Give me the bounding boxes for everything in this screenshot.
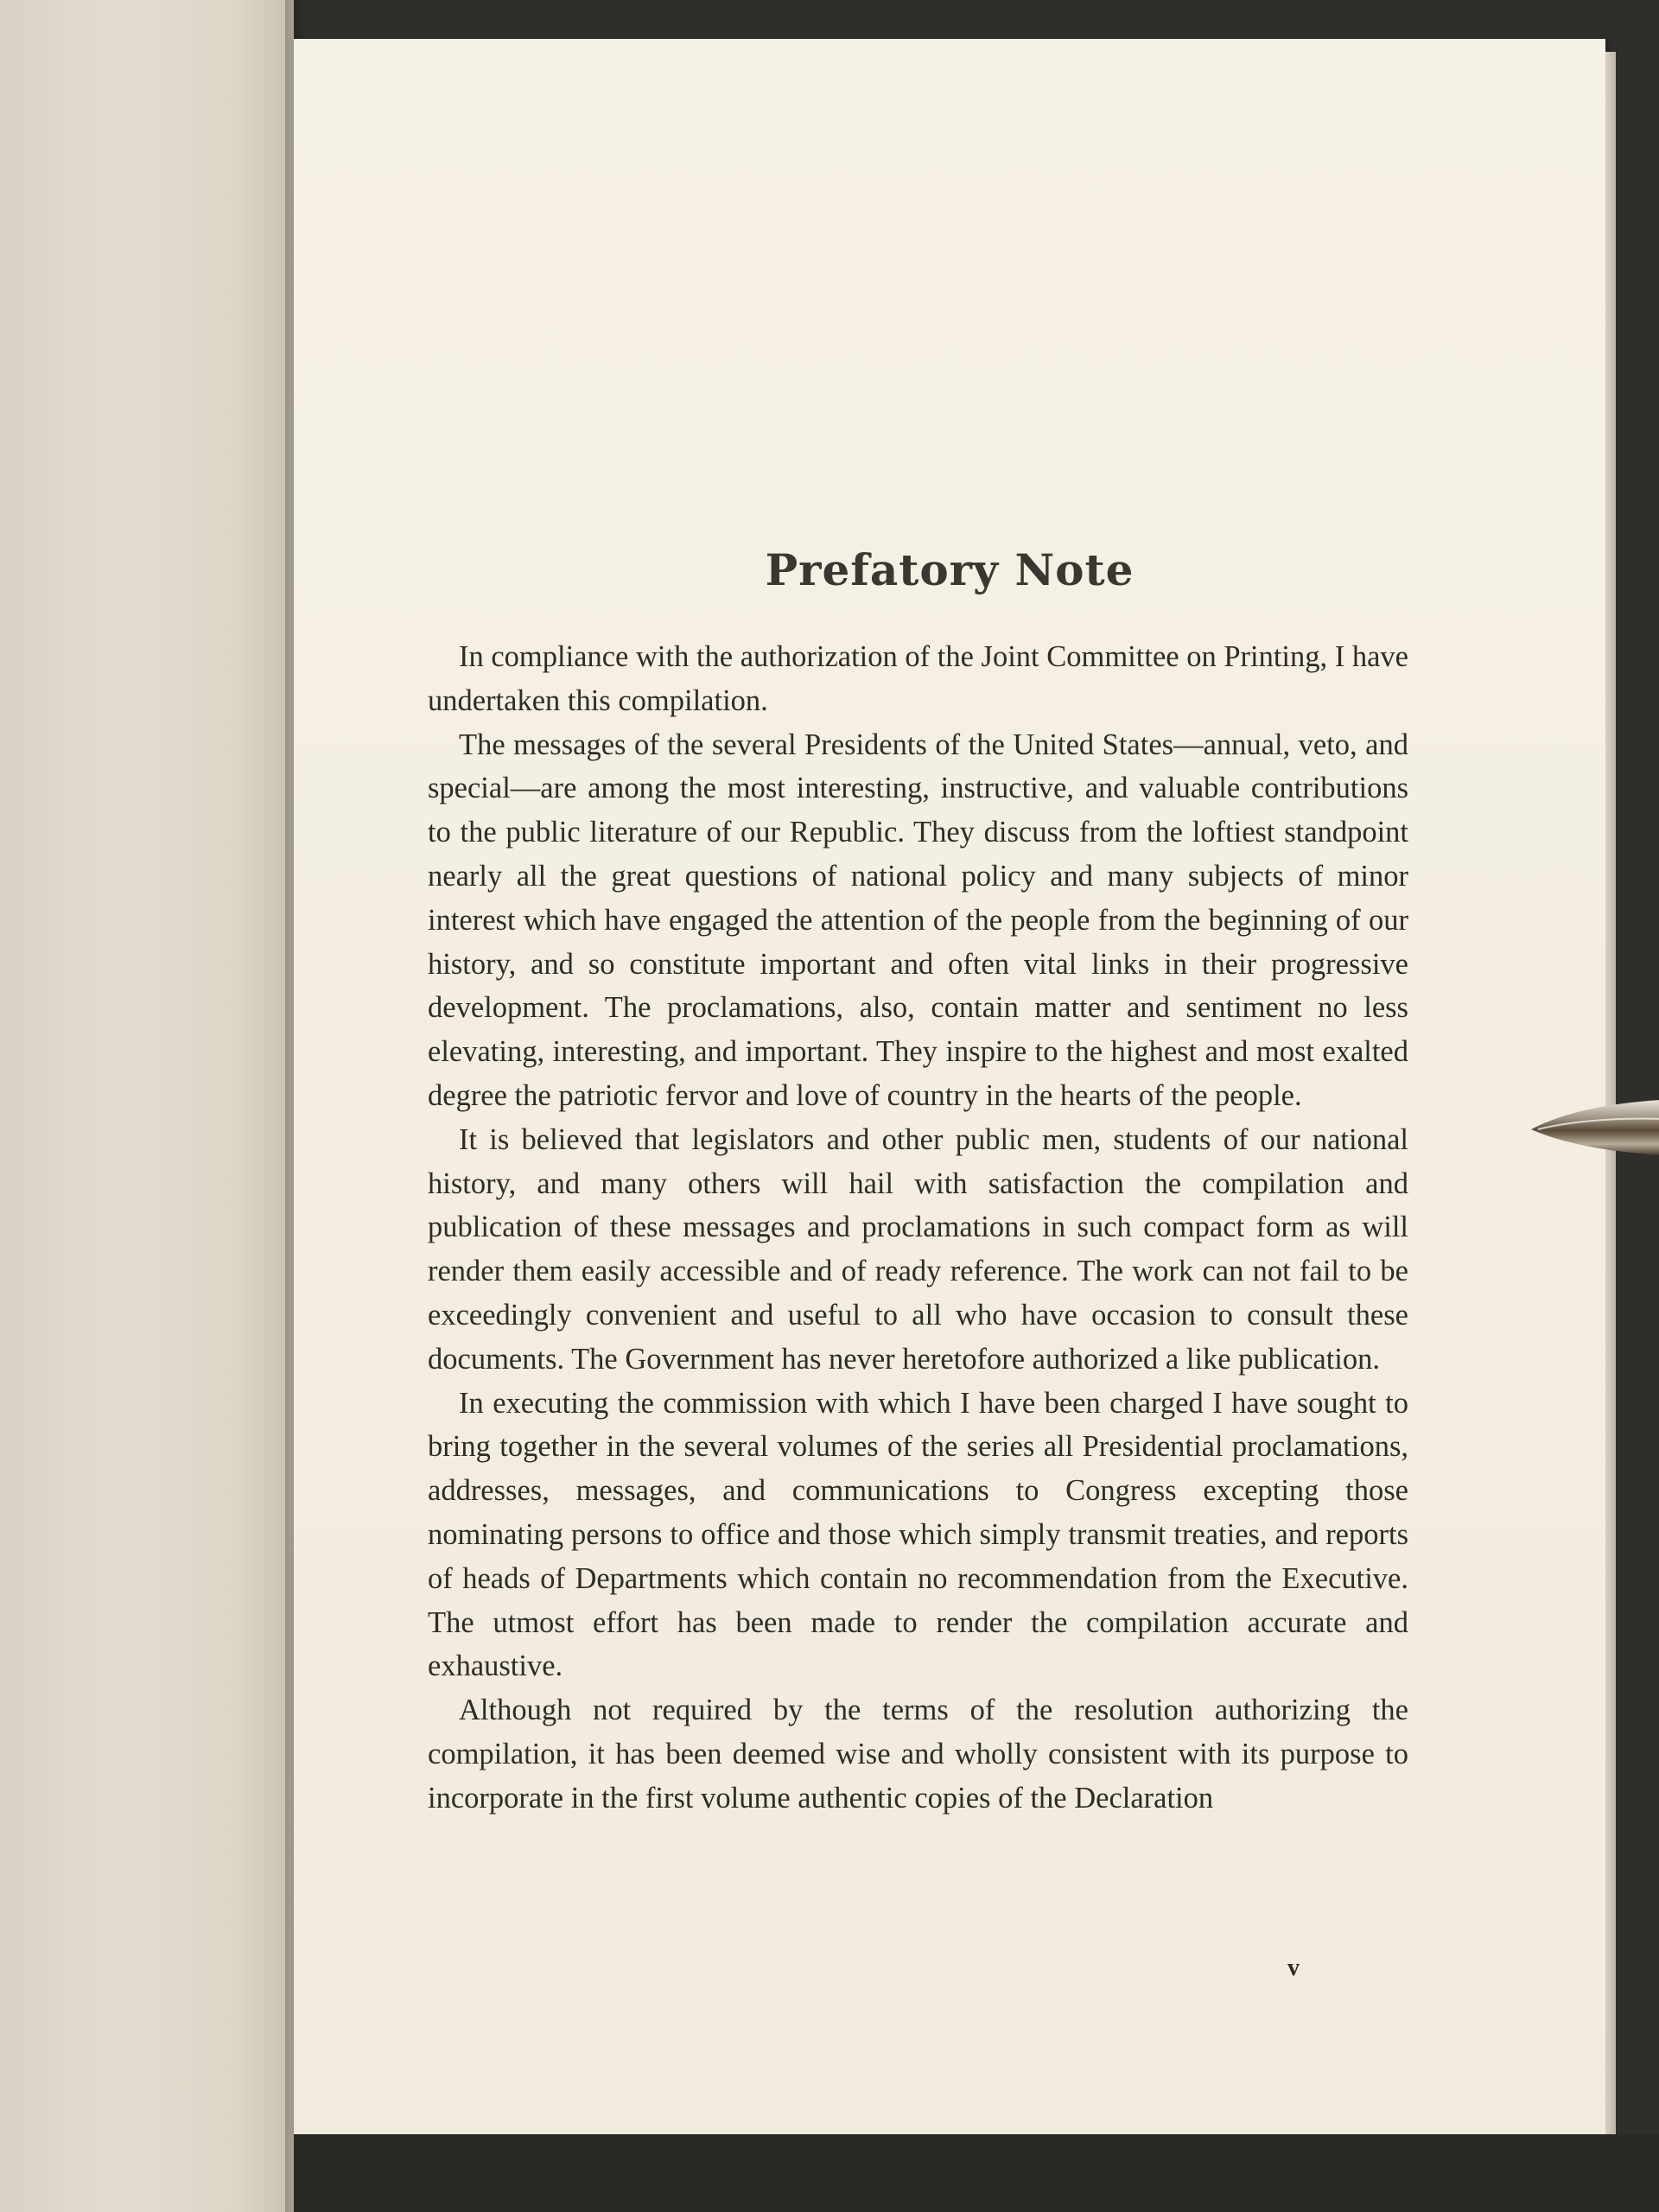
- paragraph-2: The messages of the several Presidents of the United States—annual, veto, and special—are among the most interesting, instructive, and valuable contributions to the public literature of our Republic. They discuss from the loftiest standpoint nearly all the great questions of national policy and many subjects of minor interest which have engaged the attention of the people from the beginning of our history, and so constitute important and often vital links in their progressive development. The proclamations, also, contain matter and sentiment no less elevating, interesting, and important. They inspire to the highest and most exalted degree the patriotic fervor and love of country in the hearts of the people.: [428, 728, 1408, 1112]
- pen-tip-icon: [1531, 1084, 1659, 1171]
- paragraph-3: It is believed that legislators and other public men, students of our national history, and many others will hail with satisfaction the compilation and publication of these messages and proclamations in such compact form as will render them easily accessible and of ready reference. The work can not fail to be exceedingly convenient and useful to all who have occasion to consult these documents. The Government has never heretofore authorized a like publication.: [428, 1122, 1408, 1376]
- table-surface: [294, 2134, 1659, 2212]
- page-body: [428, 635, 1408, 1821]
- paragraph-5: Although not required by the terms of the resolution authorizing the compilation, it has been deemed wise and wholly consistent with its purpose to incorporate in the first volume authentic copies of the Declaration: [428, 1694, 1408, 1815]
- page-title: Prefatory Note: [765, 544, 1135, 595]
- paragraph-4: In executing the commission with which I have been charged I have sought to bring together in the several volumes of the series all Presidential proclamations, addresses, messages, and communications to Congress excepting those nominating persons to office and those which simply transmit treaties, and reports of heads of Departments which contain no recommendation from the Executive. The utmost effort has been made to render the compilation accurate and exhaustive.: [428, 1386, 1408, 1683]
- page-number: v: [1287, 1955, 1300, 1981]
- left-blank-page: [0, 0, 294, 2212]
- paragraph-1: In compliance with the authorization of the Joint Committee on Printing, I have undertaken this compilation.: [428, 640, 1408, 717]
